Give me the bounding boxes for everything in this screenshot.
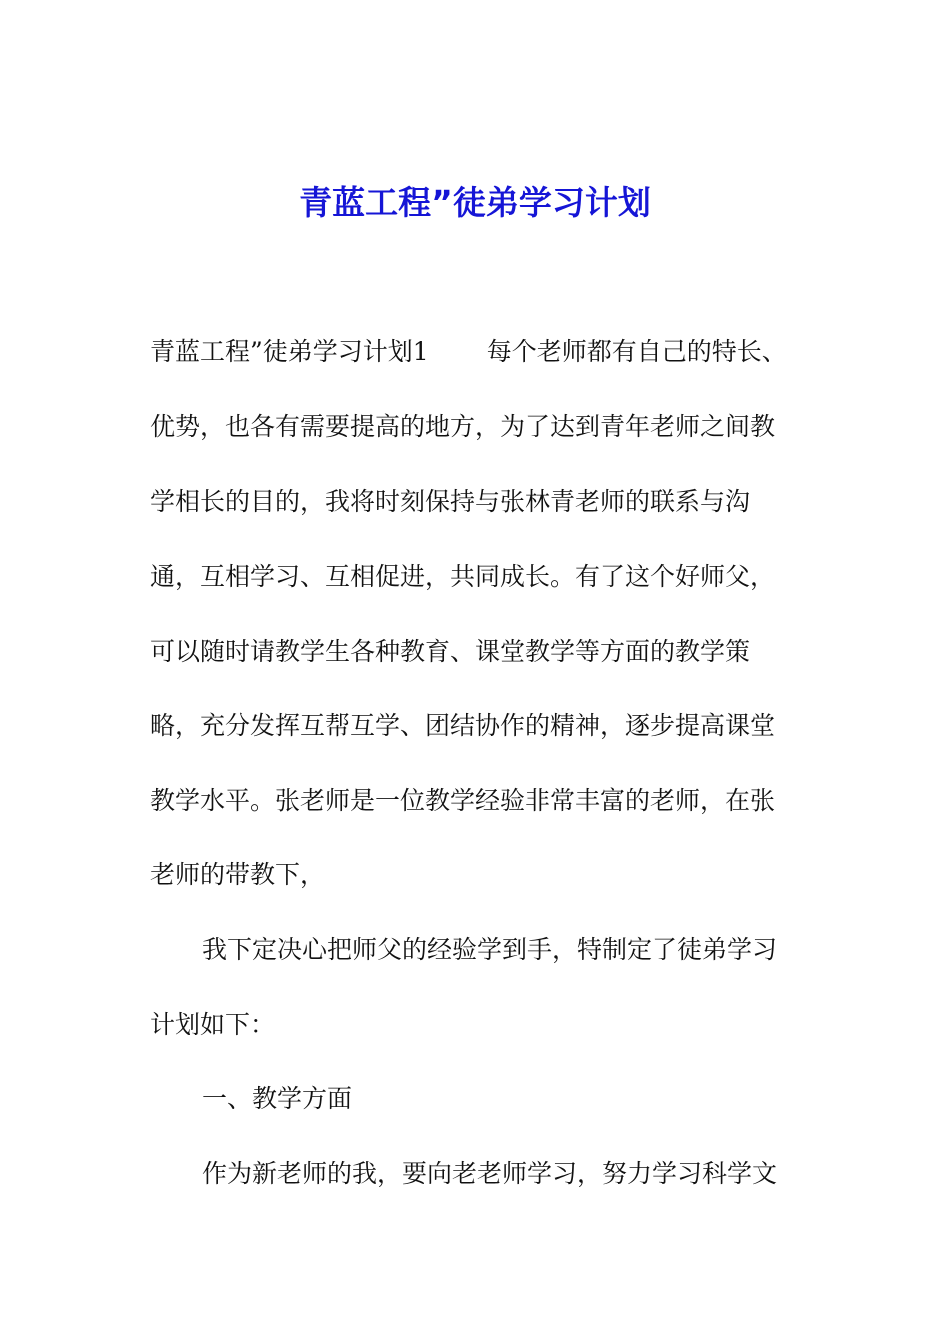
paragraph-line: 计划如下： xyxy=(150,1010,276,1039)
paragraph-line: 略，充分发挥互帮互学、团结协作的精神，逐步提高课堂 xyxy=(150,711,776,740)
paragraph-line: 老师的带教下， xyxy=(150,860,326,889)
paragraph-line: 教学水平。张老师是一位教学经验非常丰富的老师，在张 xyxy=(150,786,776,815)
paragraph-line: 优势，也各有需要提高的地方，为了达到青年老师之间教 xyxy=(150,412,776,441)
paragraph-text: 每个老师都有自己的特长、 xyxy=(486,337,787,366)
section-heading: 一、教学方面 xyxy=(202,1084,353,1113)
paragraph-line: 作为新老师的我，要向老老师学习，努力学习科学文 xyxy=(202,1159,778,1188)
paragraph-line: 通，互相学习、互相促进，共同成长。有了这个好师父， xyxy=(150,562,776,591)
paragraph-line: 可以随时请教学生各种教育、课堂教学等方面的教学策 xyxy=(150,637,751,666)
document-title: 青蓝工程”徒弟学习计划 xyxy=(299,183,651,222)
section-heading: 青蓝工程”徒弟学习计划1 xyxy=(150,337,429,366)
paragraph-line: 我下定决心把师父的经验学到手，特制定了徒弟学习 xyxy=(202,935,778,964)
paragraph-line xyxy=(150,330,810,374)
paragraph-line: 学相长的目的，我将时刻保持与张林青老师的联系与沟 xyxy=(150,487,751,516)
